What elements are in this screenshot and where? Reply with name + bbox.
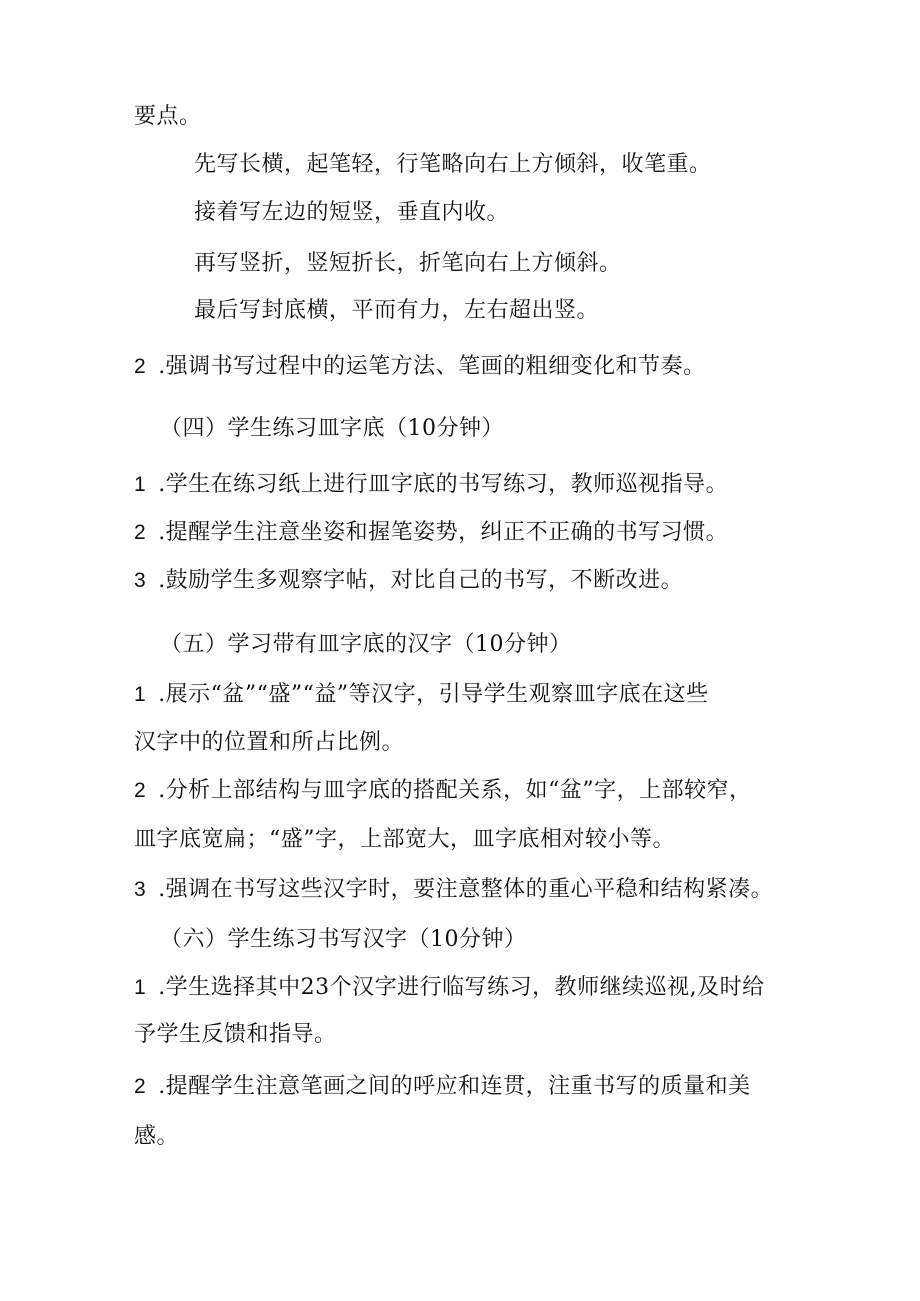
paragraph-line: 最后写封底横，平而有力，左右超出竖。 (194, 298, 600, 323)
list-text: .学生选择其中23个汉字进行临写练习，教师继续巡视,及时给 (158, 975, 765, 1000)
list-text: .鼓励学生多观察字帖，对比自己的书写，不断改进。 (158, 568, 684, 593)
list-number: 1 (134, 976, 147, 999)
paragraph-line: 皿字底宽扁；“盛”字，上部宽大，皿字底相对较小等。 (134, 827, 675, 852)
list-number: 2 (134, 355, 147, 378)
list-item (134, 518, 728, 548)
list-item (134, 875, 773, 905)
list-number: 3 (134, 569, 147, 592)
section-heading: （五）学习带有皿字底的汉字（10分钟） (160, 632, 572, 657)
list-text: .分析上部结构与皿字底的搭配关系，如“盆”字，上部较窄， (158, 778, 752, 803)
list-number: 2 (134, 521, 147, 544)
list-item (134, 352, 706, 382)
paragraph-line: 要点。 (134, 104, 202, 129)
list-number: 2 (134, 1075, 147, 1098)
list-number: 3 (134, 878, 147, 901)
list-number: 2 (134, 779, 147, 802)
list-item (134, 776, 752, 806)
paragraph-line: 接着写左边的短竖，垂直内收。 (194, 200, 510, 225)
list-number: 1 (134, 473, 147, 496)
paragraph-line: 先写长横，起笔轻，行笔略向右上方倾斜，收笔重。 (194, 152, 712, 177)
paragraph-line: 予学生反馈和指导。 (134, 1022, 337, 1047)
list-text: .学生在练习纸上进行皿字底的书写练习，教师巡视指导。 (158, 472, 729, 497)
list-text: .提醒学生注意坐姿和握笔姿势，纠正不正确的书写习惯。 (158, 520, 729, 545)
list-number: 1 (134, 683, 147, 706)
paragraph-line: 再写竖折，竖短折长，折笔向右上方倾斜。 (194, 251, 622, 276)
list-text: .提醒学生注意笔画之间的呼应和连贯，注重书写的质量和美 (158, 1074, 751, 1099)
list-item (134, 1072, 751, 1102)
list-item (134, 470, 728, 500)
list-item (134, 566, 683, 596)
paragraph-line: 汉字中的位置和所占比例。 (134, 730, 405, 755)
section-heading: （四）学生练习皿字底（10分钟） (160, 416, 504, 441)
list-text: .展示“盆”“盛”“益”等汉字，引导学生观察皿字底在这些 (158, 682, 709, 707)
section-heading: （六）学生练习书写汉字（10分钟） (160, 927, 527, 952)
paragraph-line: 感。 (134, 1124, 180, 1149)
list-text: .强调在书写这些汉字时，要注意整体的重心平稳和结构紧凑。 (158, 877, 774, 902)
list-item (134, 680, 709, 710)
list-item (134, 973, 765, 1003)
list-text: .强调书写过程中的运笔方法、笔画的粗细变化和节奏。 (158, 354, 706, 379)
